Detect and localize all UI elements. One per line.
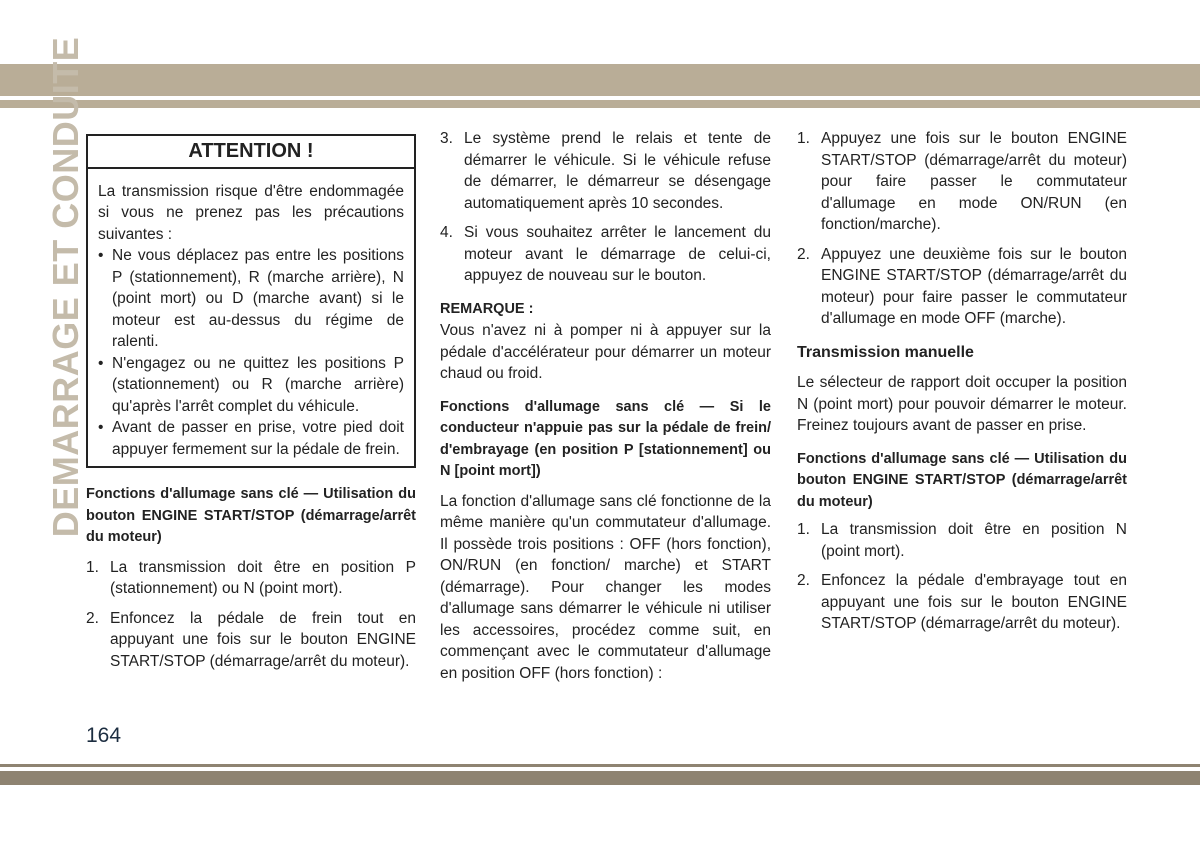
step-text: Le système prend le relais et tente de démarrer le véhicule. Si le véhicule refuse de démarrer, le démarreur se désengage automatiquement après 10 secondes. (464, 130, 771, 212)
column-2 (440, 128, 771, 684)
step-number: 4. (440, 224, 453, 241)
paragraph: La fonction d'allumage sans clé fonctionne de la même manière qu'un commutateur d'allumage. Il possède trois positions : OFF (hors fonction), ON/RUN (en fonction/ marche) et START (démarrage). Pour changer les modes d'allumage sans démarrer le véhicule ni utiliser les accessoires, procédez comme suit, en commençant avec le commutateur d'allumage en position OFF (hors fonction) : (440, 492, 771, 682)
warning-bullet: • Ne vous déplacez pas entre les positions P (stationnement), R (marche arrière), N (point mort) ou D (marche avant) si le moteur est au-dessus du régime de ralenti. (98, 245, 404, 353)
section-heading: Fonctions d'allumage sans clé — Si le conducteur n'appuie pas sur la pédale de frein/ d'embrayage (en position P [stationnement] ou N [point mort]) (440, 398, 771, 479)
step-text: La transmission doit être en position N (point mort). (821, 521, 1127, 560)
paragraph: Le sélecteur de rapport doit occuper la position N (point mort) pour pouvoir démarrer le moteur. Freinez toujours avant de passer en prise. (797, 374, 1127, 434)
step-list (440, 128, 771, 287)
warning-intro: La transmission risque d'être endommagée si vous ne prenez pas les précautions suivantes : (98, 182, 404, 243)
step-text: Appuyez une deuxième fois sur le bouton ENGINE START/STOP (démarrage/arrêt du moteur) pour faire passer le commutateur d'allumage en mode OFF (marche). (821, 245, 1127, 327)
list-item (86, 608, 416, 673)
list-item (797, 128, 1127, 236)
warning-list (98, 245, 404, 460)
header-rule (0, 100, 1200, 108)
step-text: Enfoncez la pédale d'embrayage tout en appuyant une fois sur le bouton ENGINE START/STOP (démarrage/arrêt du moteur). (821, 572, 1127, 632)
footer-rule (0, 764, 1200, 767)
section-heading: Fonctions d'allumage sans clé — Utilisation du bouton ENGINE START/STOP (démarrage/arrêt du moteur) (797, 450, 1127, 510)
page-number: 164 (86, 724, 122, 747)
list-item (797, 570, 1127, 635)
section-subheading: Transmission manuelle (797, 343, 974, 361)
step-number: 2. (797, 245, 810, 263)
footer-band (0, 771, 1200, 785)
column-1 (86, 128, 416, 680)
header-band (0, 64, 1200, 96)
section-heading: Fonctions d'allumage sans clé — Utilisation du bouton ENGINE START/STOP (démarrage/arrêt du moteur) (86, 486, 416, 545)
warning-bullet: • N'engagez ou ne quittez les positions P (stationnement) ou R (marche arrière) qu'après l'arrêt complet du véhicule. (98, 353, 404, 418)
warning-bullet: • Avant de passer en prise, votre pied doit appuyer fermement sur la pédale de frein. (98, 417, 404, 460)
list-item (440, 222, 771, 287)
step-number: 2. (86, 609, 99, 627)
chapter-side-title: DEMARRAGE ET CONDUITE (45, 36, 86, 538)
list-item (440, 128, 771, 214)
step-text: Enfoncez la pédale de frein tout en appuyant une fois sur le bouton ENGINE START/STOP (démarrage/arrêt du moteur). (110, 609, 416, 670)
remark-label: REMARQUE : (440, 300, 534, 317)
step-text: Appuyez une fois sur le bouton ENGINE START/STOP (démarrage/arrêt du moteur) pour faire passer le commutateur d'allumage en mode ON/RUN (en fonction/marche). (821, 130, 1127, 233)
step-list (797, 128, 1127, 330)
column-3 (797, 128, 1127, 643)
step-number: 3. (440, 130, 453, 147)
list-item (797, 519, 1127, 562)
list-item (86, 557, 416, 600)
step-number: 1. (86, 558, 99, 576)
warning-box (86, 134, 416, 468)
step-number: 1. (797, 521, 810, 538)
remark-text: Vous n'avez ni à pomper ni à appuyer sur la pédale d'accélérateur pour démarrer un moteur chaud ou froid. (440, 322, 771, 382)
warning-title: ATTENTION ! (88, 136, 414, 169)
step-list (797, 519, 1127, 635)
step-text: La transmission doit être en position P (stationnement) ou N (point mort). (110, 558, 416, 597)
warning-body (88, 169, 414, 467)
step-list (86, 557, 416, 673)
step-number: 2. (797, 572, 810, 589)
step-number: 1. (797, 130, 810, 147)
step-text: Si vous souhaitez arrêter le lancement du moteur avant le démarrage de celui-ci, appuyez de nouveau sur le bouton. (464, 224, 771, 284)
list-item (797, 244, 1127, 330)
